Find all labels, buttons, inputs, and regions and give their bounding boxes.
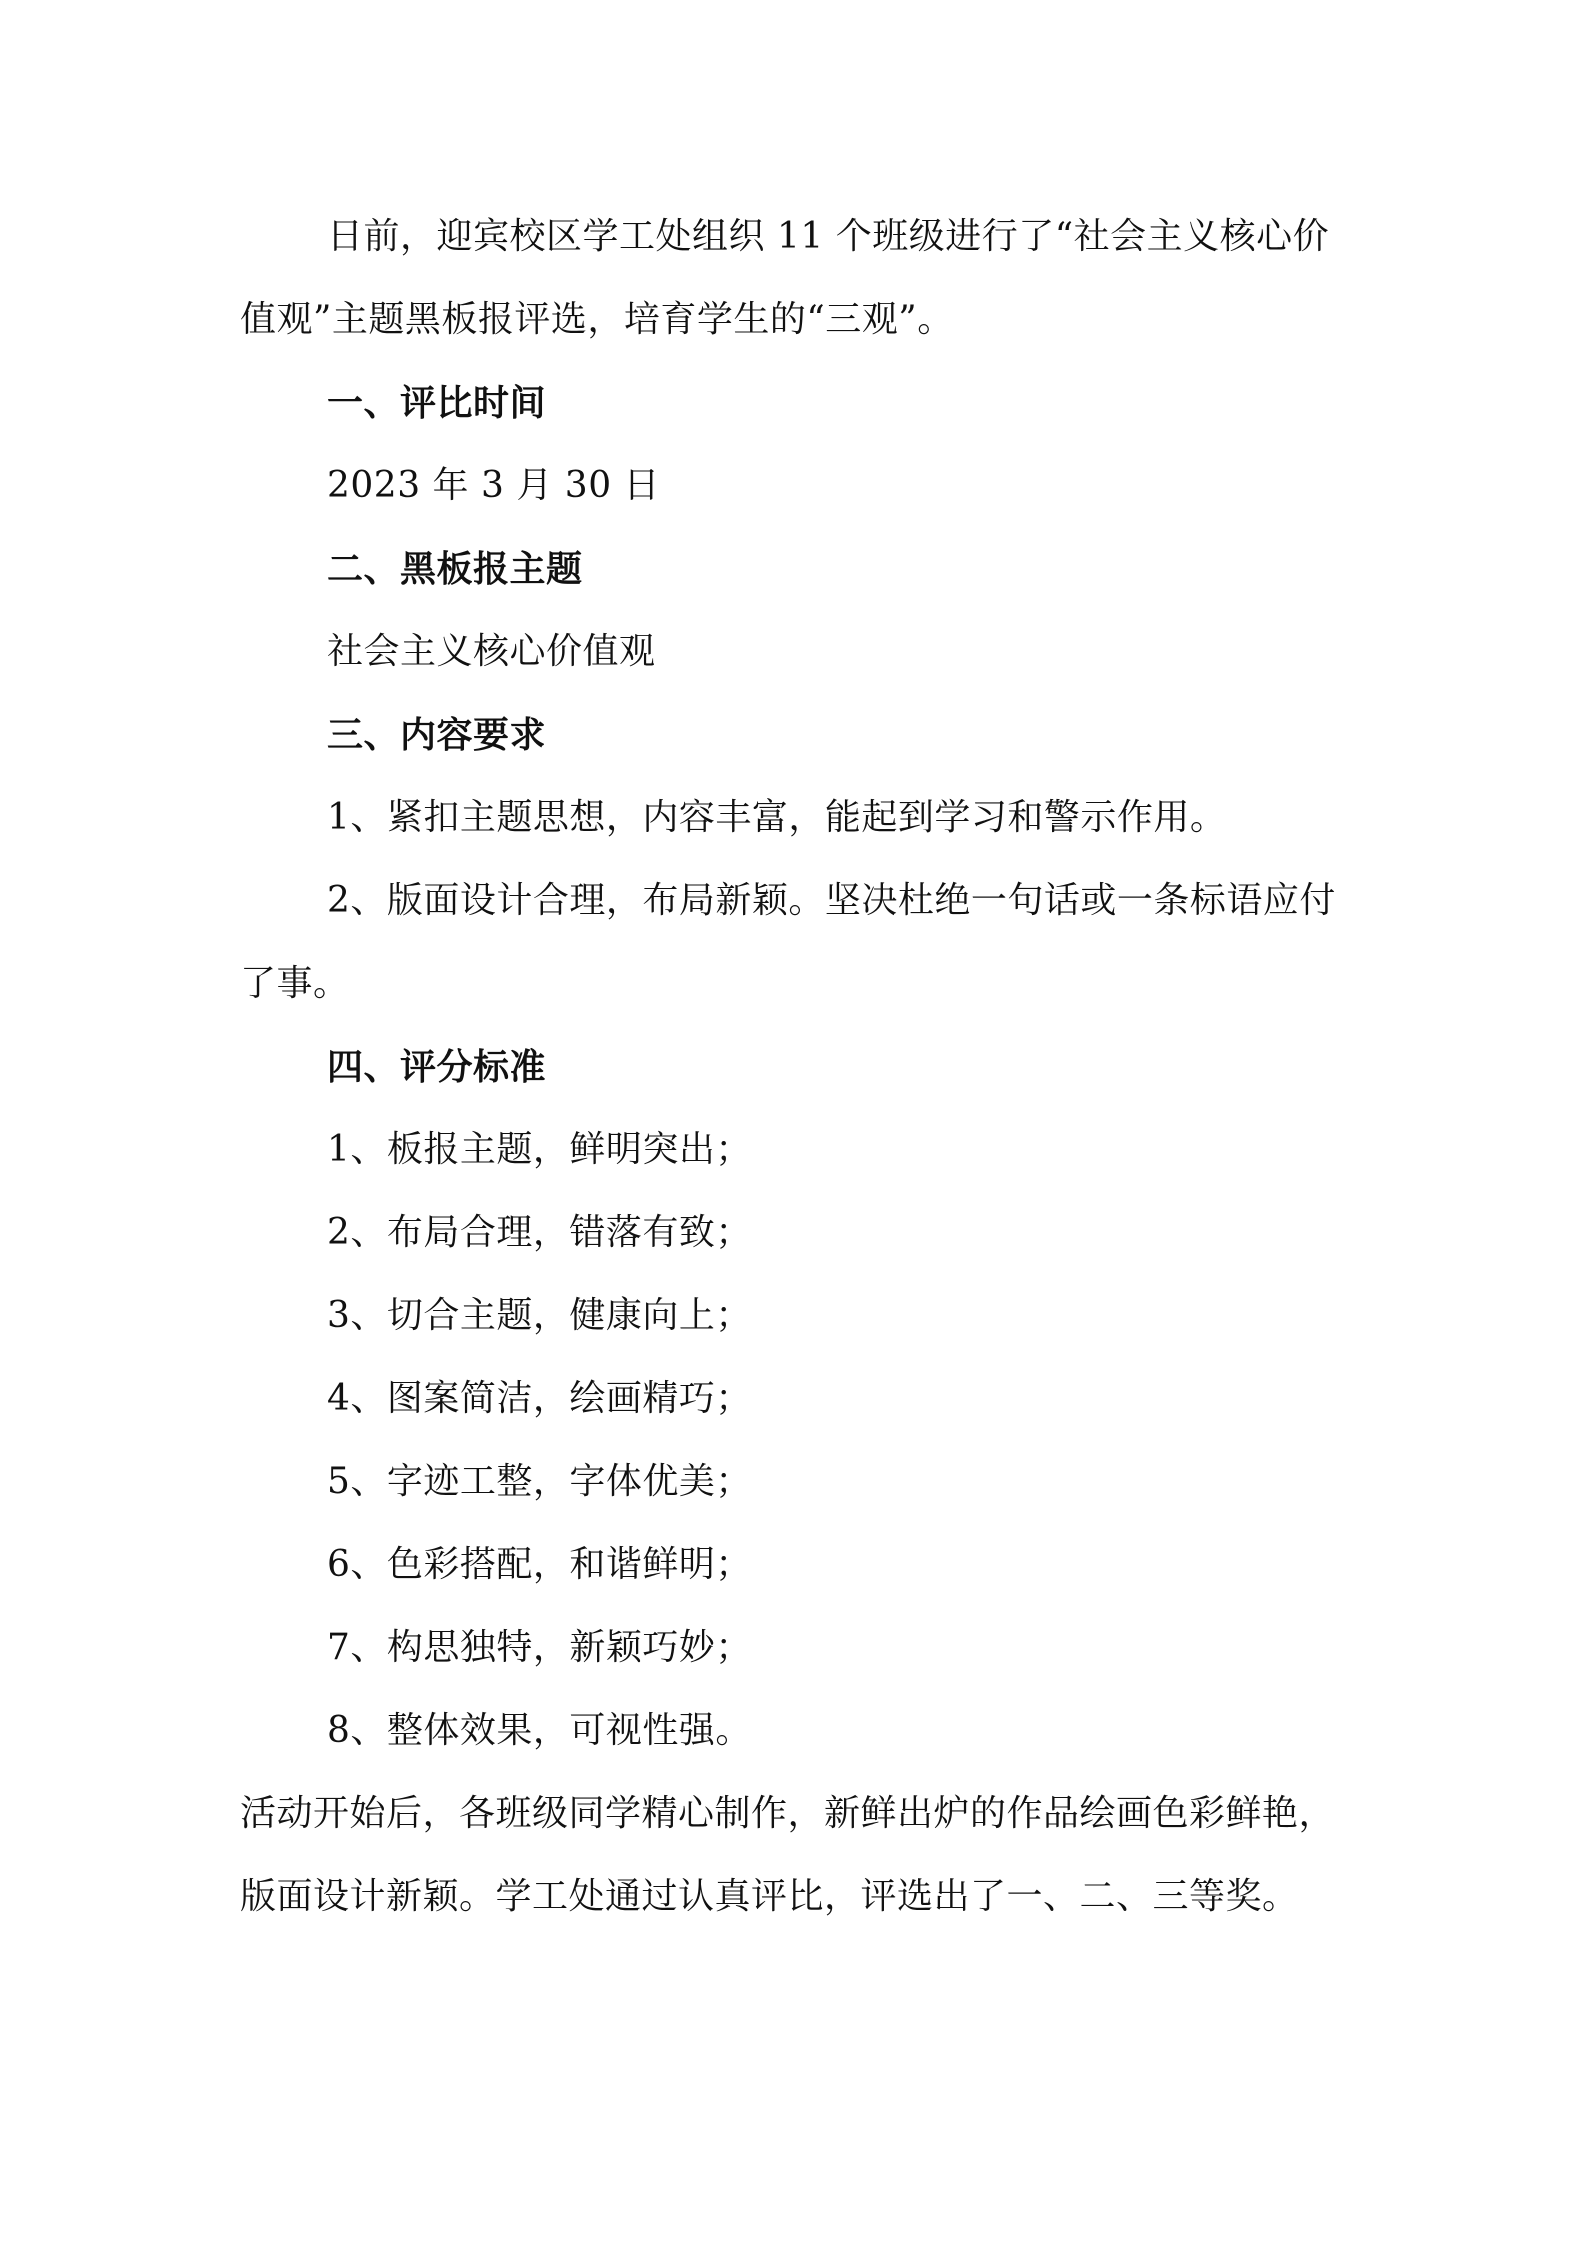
closing-line-2: 版面设计新颖。学工处通过认真评比，评选出了一、二、三等奖。 (240, 1876, 1299, 1917)
intro-line-2: 值观”主题黑板报评选，培育学生的“三观”。 (240, 299, 954, 340)
section-3-heading: 三、内容要求 (327, 714, 547, 756)
criteria-item-2: 2、布局合理，错落有致； (327, 1212, 752, 1253)
section-1-heading: 一、评比时间 (327, 382, 547, 424)
section-3-item-1: 1、紧扣主题思想，内容丰富，能起到学习和警示作用。 (327, 797, 1227, 838)
section-4-heading: 四、评分标准 (327, 1046, 547, 1088)
criteria-item-3: 3、切合主题，健康向上； (327, 1295, 752, 1336)
closing-line-1: 活动开始后，各班级同学精心制作，新鲜出炉的作品绘画色彩鲜艳， (240, 1793, 1336, 1834)
section-3-item-2-line-2: 了事。 (240, 963, 350, 1004)
section-2-theme: 社会主义核心价值观 (327, 631, 656, 672)
section-1-date: 2023 年 3 月 30 日 (327, 465, 661, 506)
criteria-item-4: 4、图案简洁，绘画精巧； (327, 1378, 752, 1419)
section-2-heading: 二、黑板报主题 (327, 548, 583, 590)
criteria-item-8: 8、整体效果，可视性强。 (327, 1710, 752, 1751)
criteria-item-5: 5、字迹工整，字体优美； (327, 1461, 752, 1502)
criteria-item-7: 7、构思独特，新颖巧妙； (327, 1627, 752, 1668)
section-3-item-2-line-1: 2、版面设计合理，布局新颖。坚决杜绝一句话或一条标语应付 (327, 880, 1336, 921)
criteria-item-6: 6、色彩搭配，和谐鲜明； (327, 1544, 752, 1585)
intro-line-1: 日前，迎宾校区学工处组织 11 个班级进行了“社会主义核心价 (327, 216, 1330, 257)
criteria-item-1: 1、板报主题，鲜明突出； (327, 1129, 752, 1170)
